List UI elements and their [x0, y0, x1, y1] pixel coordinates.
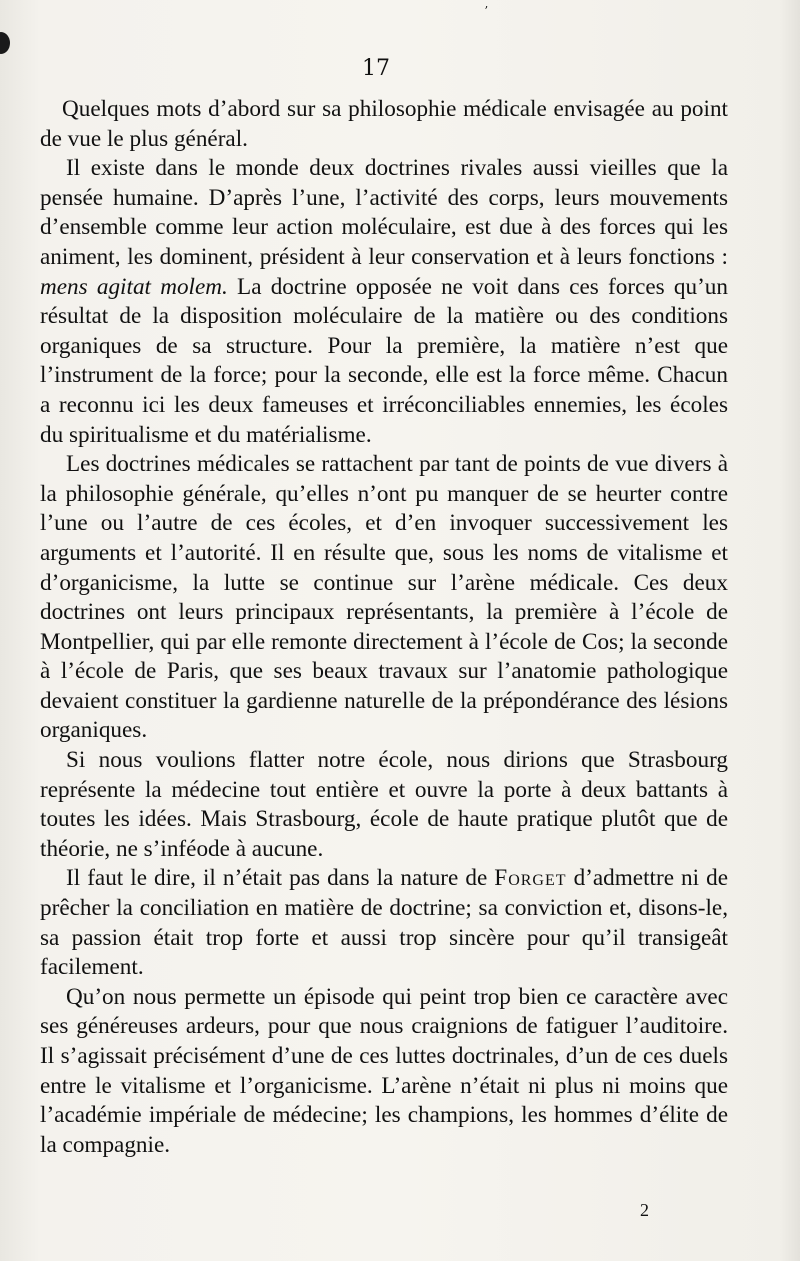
text-run: La doctrine opposée ne voit dans ces forces qu’un résultat de la disposition moléculaire de la matière ou des conditions organiques de sa structure. Pour la première, la matière n’est que l’instrument de la force; pour la seconde, elle est la force même. Chacun a reconnu ici les deux fameuses et irréconciliables ennemies, les écoles du spiritualisme et du matérialisme. [40, 273, 728, 448]
text-run: d’admettre ni de prêcher la conciliation en matière de doctrine; sa conviction et, disons-le, sa passion était trop forte et aussi trop sincère pour qu’il transigeât facilement. [40, 865, 728, 981]
page-number: 17 [362, 56, 390, 81]
paragraph [40, 983, 728, 1161]
body-text [40, 95, 728, 1160]
text-run: Il existe dans le monde deux doctrines rivales aussi vieilles que la pensée humaine. D’après l’une, l’activité des corps, leurs mouvements d’ensemble comme leur action moléculaire, est due à des forces qui les animent, les dominent, président à leur conservation et à leurs fonctions : [40, 155, 728, 270]
paragraph [40, 864, 728, 982]
text-run: Les doctrines médicales se rattachent par tant de points de vue divers à la philosophie générale, qu’elles n’ont pu manquer de se heurter contre l’une ou l’autre de ces écoles, et d’en invoquer successivement les arguments et l’autorité. Il en résulte que, sous les noms de vitalisme et d’organicisme, la lutte se continue sur l’arène médicale. Ces deux doctrines ont leurs principaux représentants, la première à l’école de Montpellier, qui par elle remonte directement à l’école de Cos; la seconde à l’école de Paris, que ses beaux travaux sur l’anatomie pathologique devaient constituer la gardienne naturelle de la prépondérance des lésions organiques. [40, 451, 728, 744]
paragraph [40, 95, 728, 154]
small-caps-name: Forget [494, 865, 567, 892]
paragraph [40, 154, 728, 450]
text-run: Il faut le dire, il n’était pas dans la nature de [66, 865, 495, 892]
binding-mark [0, 32, 10, 54]
italic-phrase: mens agitat molem. [40, 273, 228, 300]
text-run: Qu’on nous permette un épisode qui peint trop bien ce caractère avec ses généreuses ardeurs, pour que nous craignions de fatiguer l’auditoire. Il s’agissait précisément d’une de ces luttes doctrinales, d’un de ces duels entre le vitalisme et l’organicisme. L’arène n’était ni plus ni moins que l’académie impériale de médecine; les champions, les hommes d’élite de la compagnie. [40, 983, 728, 1158]
text-run: Si nous voulions flatter notre école, nous dirions que Strasbourg représente la médecine tout entière et ouvre la porte à deux battants à toutes les idées. Mais Strasbourg, école de haute pratique plutôt que de théorie, ne s’inféode à aucune. [40, 747, 728, 862]
paragraph [40, 450, 728, 746]
text-run: Quelques mots d’abord sur sa philosophie médicale envisagée au point de vue le plus général. [40, 96, 728, 152]
signature-mark: 2 [640, 1200, 649, 1220]
printer-mark: ʼ [484, 4, 488, 18]
paragraph [40, 746, 728, 864]
